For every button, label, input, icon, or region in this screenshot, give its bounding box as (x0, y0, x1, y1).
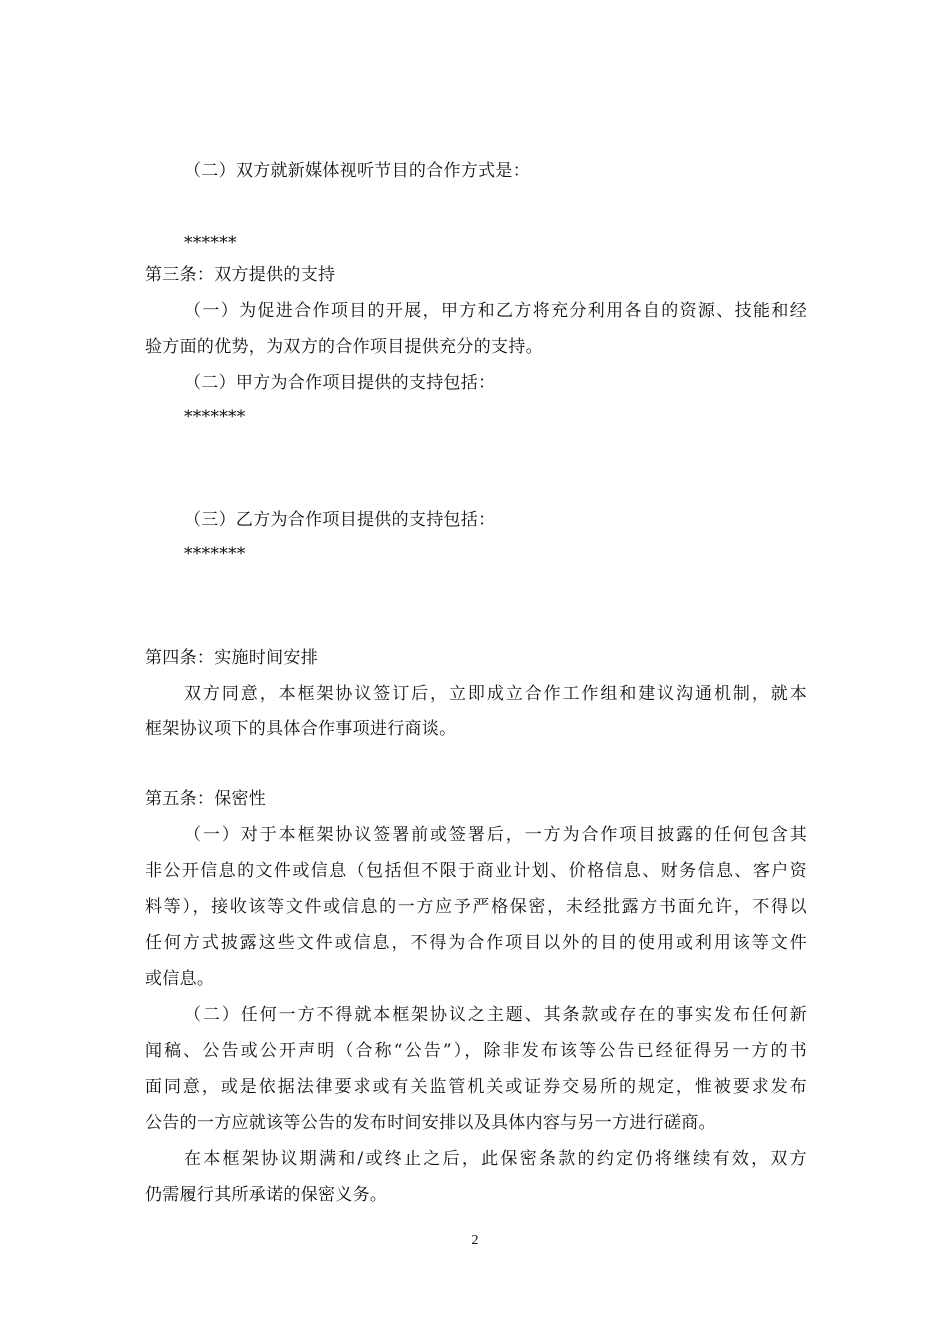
article-3-para-3-placeholder: ******* (184, 544, 246, 564)
article-5-para-1-line-4: 任何方式披露这些文件或信息，不得为合作项目以外的目的使用或利用该等文件 (145, 933, 807, 953)
article-3-para-1-line-1: （一）为促进合作项目的开展，甲方和乙方将充分利用各自的资源、技能和经 (184, 301, 807, 321)
article-5-para-1-line-5: 或信息。 (145, 969, 215, 989)
article-5-para-2-line-4: 公告的一方应就该等公告的发布时间安排以及具体内容与另一方进行磋商。 (145, 1113, 716, 1133)
article-5-para-1-line-3: 料等），接收该等文件或信息的一方应予严格保密，未经批露方书面允许，不得以 (145, 897, 807, 917)
article-5-para-2-line-1: （二）任何一方不得就本框架协议之主题、其条款或存在的事实发布任何新 (184, 1005, 807, 1025)
article-5-para-1-line-1: （一）对于本框架协议签署前或签署后，一方为合作项目披露的任何包含其 (184, 825, 807, 845)
article-5-para-3-line-2: 仍需履行其所承诺的保密义务。 (145, 1185, 388, 1205)
article-4-para-1-line-1: 双方同意，本框架协议签订后，立即成立合作工作组和建议沟通机制，就本 (184, 684, 807, 704)
article-5-para-2-line-2: 闻稿、公告或公开声明（合称“公告”），除非发布该等公告已经征得另一方的书 (145, 1041, 807, 1061)
article-5-para-1-line-2: 非公开信息的文件或信息（包括但不限于商业计划、价格信息、财务信息、客户资 (145, 861, 807, 881)
article-5-para-3-line-1: 在本框架协议期满和/或终止之后，此保密条款的约定仍将继续有效，双方 (184, 1149, 807, 1169)
article-3-para-2: （二）甲方为合作项目提供的支持包括： (184, 373, 496, 393)
section-2-item-2: （二）双方就新媒体视听节目的合作方式是： (184, 161, 530, 181)
page-number: 2 (471, 1233, 479, 1248)
article-3-para-1-line-2: 验方面的优势，为双方的合作项目提供充分的支持。 (145, 337, 543, 357)
article-4-para-1-line-2: 框架协议项下的具体合作事项进行商谈。 (145, 719, 457, 739)
article-5-para-2-line-3: 面同意，或是依据法律要求或有关监管机关或证券交易所的规定，惟被要求发布 (145, 1077, 807, 1097)
article-4-heading: 第四条：实施时间安排 (145, 648, 318, 668)
article-3-heading: 第三条：双方提供的支持 (145, 265, 336, 285)
article-3-para-2-placeholder: ******* (184, 407, 246, 427)
article-3-para-3: （三）乙方为合作项目提供的支持包括： (184, 510, 496, 530)
article-5-heading: 第五条：保密性 (145, 789, 267, 809)
section-2-placeholder: ****** (184, 233, 237, 253)
